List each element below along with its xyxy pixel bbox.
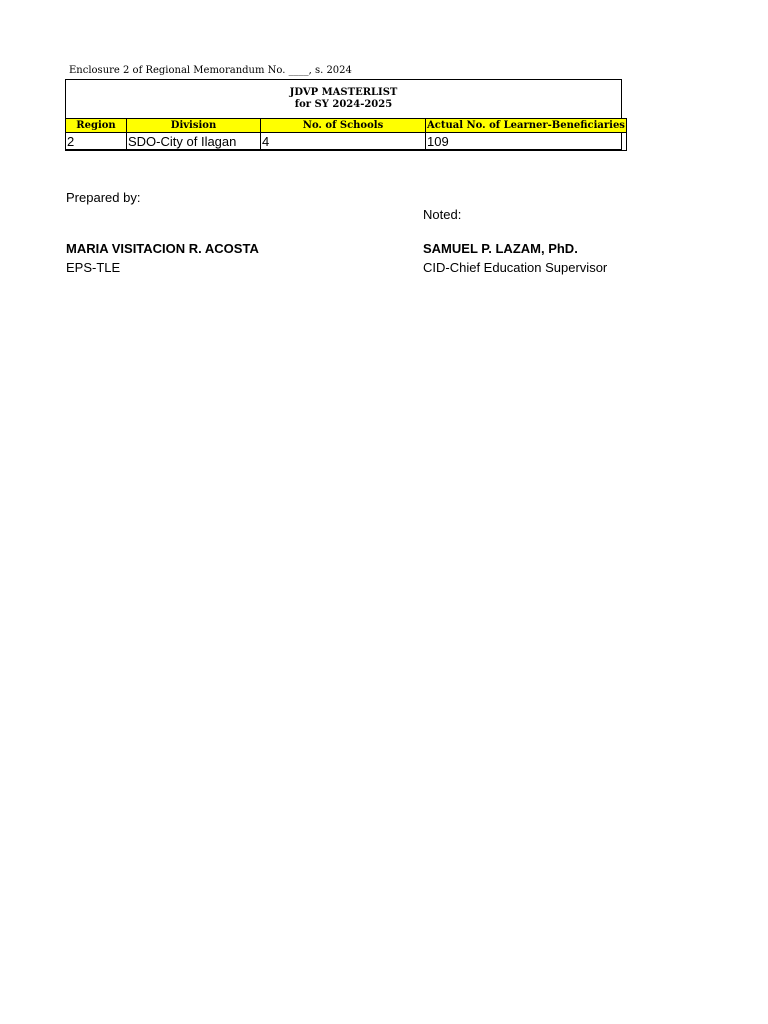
column-header-schools: No. of Schools: [261, 119, 426, 133]
column-header-learners: Actual No. of Learner-Beneficiaries: [427, 119, 625, 131]
prepared-by-position: EPS-TLE: [66, 260, 121, 275]
column-header-division: Division: [127, 119, 261, 133]
column-header-region: Region: [66, 119, 127, 133]
cell-schools: 4: [261, 133, 426, 151]
prepared-by-name: MARIA VISITACION R. ACOSTA: [66, 241, 259, 256]
table-header-row: [66, 119, 627, 133]
masterlist-subtitle: for SY 2024-2025: [294, 99, 393, 110]
prepared-by-label: Prepared by:: [66, 190, 141, 205]
cell-learners: 109: [426, 133, 627, 151]
noted-by-name: SAMUEL P. LAZAM, PhD.: [423, 241, 578, 256]
enclosure-header: Enclosure 2 of Regional Memorandum No. ____, s. 2024: [69, 65, 352, 76]
cell-division: SDO-City of Ilagan: [127, 133, 261, 151]
masterlist-table: [65, 118, 627, 151]
noted-label: Noted:: [423, 207, 462, 222]
masterlist-title: JDVP MASTERLIST: [289, 87, 398, 98]
masterlist-table-box: [65, 79, 625, 150]
noted-by-position: CID-Chief Education Supervisor: [423, 260, 608, 275]
table-row: [66, 133, 627, 151]
cell-region: 2: [66, 133, 127, 151]
